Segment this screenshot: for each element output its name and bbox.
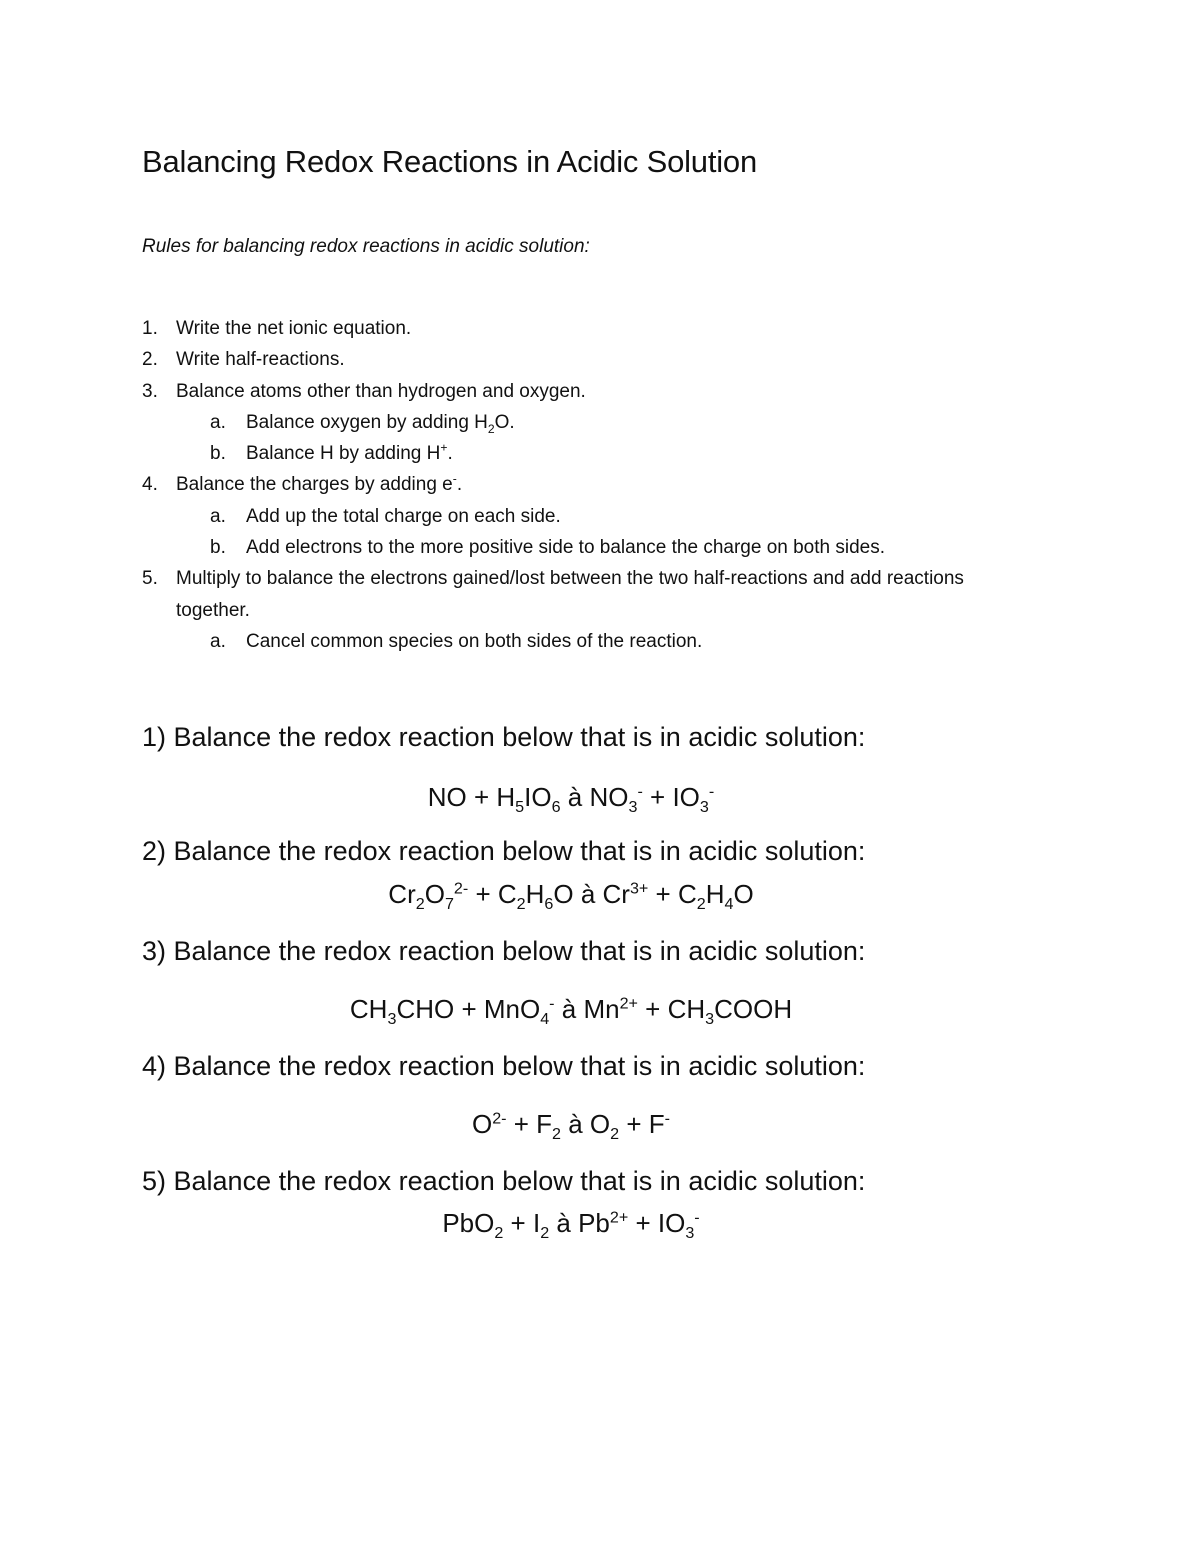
rules-subtitle: Rules for balancing redox reactions in acidic solution:	[142, 236, 590, 257]
subscript: 3	[685, 1224, 695, 1243]
rule-letter: a.	[210, 505, 226, 527]
subscript: 3	[628, 798, 638, 817]
rule-number: 5.	[142, 568, 158, 590]
rule-text: Write the net ionic equation.	[176, 318, 412, 339]
rule-text: Write half-reactions.	[176, 349, 345, 371]
rule-item	[142, 563, 1042, 626]
equation-text: H	[525, 879, 545, 909]
rule-text: Balance atoms other than hydrogen and oxygen.	[176, 380, 586, 402]
subscript: 3	[387, 1010, 397, 1029]
rules-list	[142, 313, 1042, 657]
rule-number: 1.	[142, 318, 158, 339]
equation-text: + IO	[642, 782, 700, 812]
superscript: 2-	[453, 879, 469, 898]
problem-question: 2) Balance the redox reaction below that is in acidic solution:	[142, 836, 866, 866]
rule-text	[246, 407, 1042, 438]
page-title: Balancing Redox Reactions in Acidic Solution	[142, 144, 758, 179]
equation-text: O	[471, 1109, 493, 1139]
rule-number: 3.	[142, 380, 158, 402]
equation-text: + IO	[628, 1208, 686, 1238]
subscript: 4	[540, 1010, 550, 1029]
chemical-equation	[442, 1208, 700, 1243]
equation-text: CHO + MnO	[396, 994, 541, 1024]
subscript: 3	[699, 798, 709, 817]
equation-text: H	[705, 879, 725, 909]
subscript: 2	[487, 421, 495, 436]
equation-text: Cr	[388, 879, 416, 909]
rule-text-part: O.	[494, 411, 515, 433]
problem-equation	[0, 879, 1142, 914]
superscript: -	[452, 472, 457, 487]
problem-equation	[0, 1109, 1142, 1144]
chemical-equation	[349, 994, 793, 1029]
chemical-equation	[471, 1109, 671, 1144]
rule-item	[142, 376, 1042, 407]
problem-equation	[0, 1208, 1142, 1243]
equation-text: + CH	[637, 994, 706, 1024]
subscript: 2	[540, 1224, 550, 1243]
equation-text: NO + H	[427, 782, 516, 812]
subscript: 2	[610, 1125, 620, 1144]
rule-text: Multiply to balance the electrons gained/lost between the two half-reactions and add reactions together.	[176, 568, 964, 621]
rule-item	[142, 469, 1042, 500]
subscript: 5	[515, 798, 525, 817]
rule-letter: b.	[210, 537, 226, 559]
equation-text: CH	[349, 994, 388, 1024]
rule-letter: a.	[210, 630, 226, 652]
superscript: 3+	[629, 879, 649, 898]
subscript: 7	[444, 895, 454, 914]
equation-text: O	[424, 879, 445, 909]
rule-subitem	[142, 532, 1042, 563]
rule-number: 4.	[142, 474, 158, 496]
equation-text: à Mn	[554, 994, 620, 1024]
rule-item	[142, 313, 1042, 344]
superscript: -	[549, 994, 555, 1013]
rule-subitem	[142, 407, 1042, 438]
subscript: 4	[724, 895, 734, 914]
rule-text: Cancel common species on both sides of the reaction.	[246, 630, 703, 652]
equation-text: O à Cr	[553, 879, 630, 909]
rule-text-part: Balance the charges by adding e	[176, 474, 453, 496]
rule-text: Add electrons to the more positive side to balance the charge on both sides.	[246, 537, 886, 559]
problem-question: 3) Balance the redox reaction below that is in acidic solution:	[142, 936, 866, 966]
rule-subitem	[142, 438, 1042, 469]
rule-subitem	[142, 626, 1042, 657]
chemical-equation	[427, 782, 715, 817]
subscript: 6	[544, 895, 554, 914]
subscript: 6	[551, 798, 561, 817]
superscript: -	[708, 782, 715, 801]
equation-text: à NO	[560, 782, 629, 812]
subscript: 2	[696, 895, 706, 914]
subscript: 2	[516, 895, 526, 914]
equation-text: PbO	[442, 1208, 495, 1238]
superscript: 2+	[619, 994, 638, 1013]
problem-equation	[0, 782, 1142, 817]
rule-text-part: Balance H by adding H	[246, 443, 441, 465]
equation-text: + I	[503, 1208, 541, 1238]
rule-item	[142, 344, 1042, 375]
superscript: -	[694, 1208, 700, 1227]
problem-equation	[0, 994, 1142, 1029]
rule-text	[176, 469, 1042, 500]
equation-text: à Pb	[549, 1208, 610, 1238]
subscript: 2	[494, 1224, 504, 1243]
rule-text-part: .	[447, 443, 453, 465]
equation-text: COOH	[714, 994, 793, 1024]
equation-text: O	[733, 879, 754, 909]
subscript: 2	[415, 895, 425, 914]
superscript: -	[637, 782, 643, 801]
superscript: +	[440, 440, 448, 455]
chemical-equation	[388, 879, 754, 914]
equation-text: + C	[648, 879, 697, 909]
rule-subitem	[142, 501, 1042, 532]
equation-text: + F	[506, 1109, 553, 1139]
equation-text: + F	[619, 1109, 665, 1139]
subscript: 2	[552, 1125, 562, 1144]
equation-text: IO	[524, 782, 552, 812]
problem-question: 5) Balance the redox reaction below that is in acidic solution:	[142, 1166, 866, 1196]
equation-text: + C	[468, 879, 517, 909]
superscript: 2-	[492, 1109, 507, 1128]
rule-text-part: .	[456, 474, 463, 496]
rule-letter: b.	[210, 443, 226, 465]
subscript: 3	[705, 1010, 715, 1029]
superscript: 2+	[609, 1208, 629, 1227]
rule-text: Add up the total charge on each side.	[246, 505, 561, 527]
equation-text: à O	[561, 1109, 611, 1139]
problem-question: 1) Balance the redox reaction below that is in acidic solution:	[142, 722, 866, 752]
rule-number: 2.	[142, 349, 158, 371]
superscript: -	[664, 1109, 671, 1128]
rule-letter: a.	[210, 411, 226, 433]
problem-question: 4) Balance the redox reaction below that is in acidic solution:	[142, 1051, 866, 1081]
rule-text-part: Balance oxygen by adding H	[246, 411, 488, 433]
rule-text	[246, 438, 1042, 469]
